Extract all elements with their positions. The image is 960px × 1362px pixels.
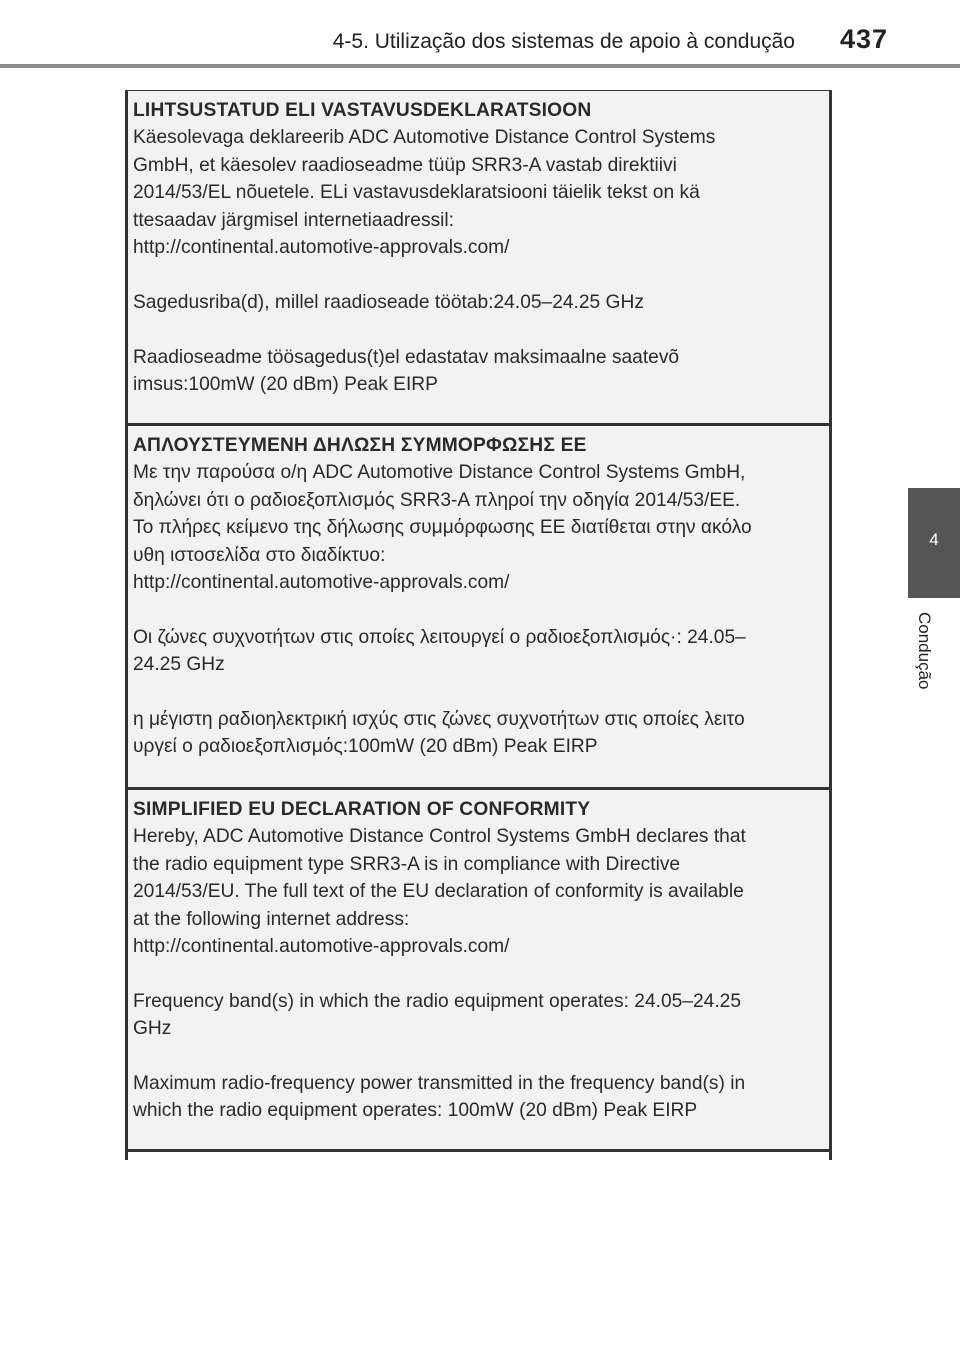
declaration-title: SIMPLIFIED EU DECLARATION OF CONFORMITY — [133, 799, 591, 820]
declaration-text-line: υργεί ο ραδιοεξοπλισμός:100mW (20 dBm) Peak EIRP — [133, 736, 598, 758]
declaration-text-line: http://continental.automotive-approvals.com/ — [133, 572, 510, 594]
declaration-text-line: η μέγιστη ραδιοηλεκτρική ισχύς στις ζώνες συχνοτήτων στις οποίες λειτο — [133, 709, 745, 731]
table-bottom-border — [128, 1149, 829, 1160]
declaration-text-line: Raadioseadme töösagedus(t)el edastatav maksimaalne saatevõ — [133, 346, 680, 368]
declaration-text-line: 2014/53/EU. The full text of the EU declaration of conformity is available — [133, 881, 744, 903]
page-header — [0, 0, 960, 68]
declaration-text-line: Το πλήρες κείμενο της δήλωσης συμμόρφωσης ΕΕ διατίθεται στην ακόλο — [133, 517, 752, 539]
declaration-text-line: Frequency band(s) in which the radio equipment operates: 24.05–24.25 — [133, 990, 741, 1012]
declaration-text-line: Hereby, ADC Automotive Distance Control Systems GmbH declares that — [133, 826, 746, 848]
declaration-text-line: imsus:100mW (20 dBm) Peak EIRP — [133, 374, 438, 396]
declaration-text-line: Οι ζώνες συχνοτήτων στις οποίες λειτουργεί ο ραδιοεξοπλισμός·: 24.05– — [133, 626, 746, 648]
declaration-title: ΑΠΛΟΥΣΤΕΥΜΕΝΗ ΔΗΛΩΣΗ ΣΥΜΜΟΡΦΩΣΗΣ ΕΕ — [133, 435, 587, 456]
paragraph-gap — [133, 596, 829, 623]
chapter-number: 4 — [929, 530, 939, 549]
declaration-text-line: Käesolevaga deklareerib ADC Automotive Distance Control Systems — [133, 127, 716, 149]
declaration-text-line: 2014/53/EL nõuetele. ELi vastavusdeklaratsiooni täielik tekst on kä — [133, 182, 700, 204]
paragraph-gap — [133, 261, 829, 288]
declaration-text-line: 24.25 GHz — [133, 654, 225, 676]
declaration-title: LIHTSUSTATUD ELI VASTAVUSDEKLARATSIOON — [133, 100, 592, 121]
declaration-text-line: http://continental.automotive-approvals.com/ — [133, 936, 510, 958]
declaration-text-line: which the radio equipment operates: 100mW (20 dBm) Peak EIRP — [133, 1100, 698, 1122]
declaration-text-line: at the following internet address: — [133, 908, 410, 930]
chapter-tab — [908, 488, 960, 598]
declaration-greek — [128, 423, 829, 787]
section-title: 4-5. Utilização dos sistemas de apoio à condução — [332, 30, 795, 53]
declaration-english — [128, 787, 829, 1149]
header-divider — [0, 64, 960, 68]
declaration-text-line: GmbH, et käesolev raadioseadme tüüp SRR3-A vastab direktiivi — [133, 154, 677, 176]
paragraph-gap — [133, 679, 829, 706]
chapter-label: Condução — [915, 612, 934, 690]
paragraph-gap — [133, 960, 829, 987]
declaration-text-line: ttesaadav järgmisel internetiaadressil: — [133, 209, 455, 231]
paragraph-gap — [133, 316, 829, 343]
declaration-text-line: δηλώνει ότι ο ραδιοεξοπλισμός SRR3-A πληροί την οδηγία 2014/53/ΕΕ. — [133, 489, 741, 511]
paragraph-gap — [133, 1043, 829, 1070]
declaration-text-line: Με την παρούσα ο/η ADC Automotive Distance Control Systems GmbH, — [133, 462, 746, 484]
declaration-text-line: http://continental.automotive-approvals.com/ — [133, 237, 510, 259]
declaration-estonian — [128, 90, 829, 423]
declaration-text-line: Maximum radio-frequency power transmitted in the frequency band(s) in — [133, 1073, 746, 1095]
declaration-text-line: GHz — [133, 1018, 172, 1040]
declaration-text-line: υθη ιστοσελίδα στο διαδίκτυο: — [133, 544, 386, 566]
page-number: 437 — [839, 24, 888, 54]
declarations-table — [125, 90, 832, 1160]
declaration-text-line: Sagedusriba(d), millel raadioseade töötab:24.05–24.25 GHz — [133, 291, 644, 313]
declaration-text-line: the radio equipment type SRR3-A is in compliance with Directive — [133, 853, 681, 875]
